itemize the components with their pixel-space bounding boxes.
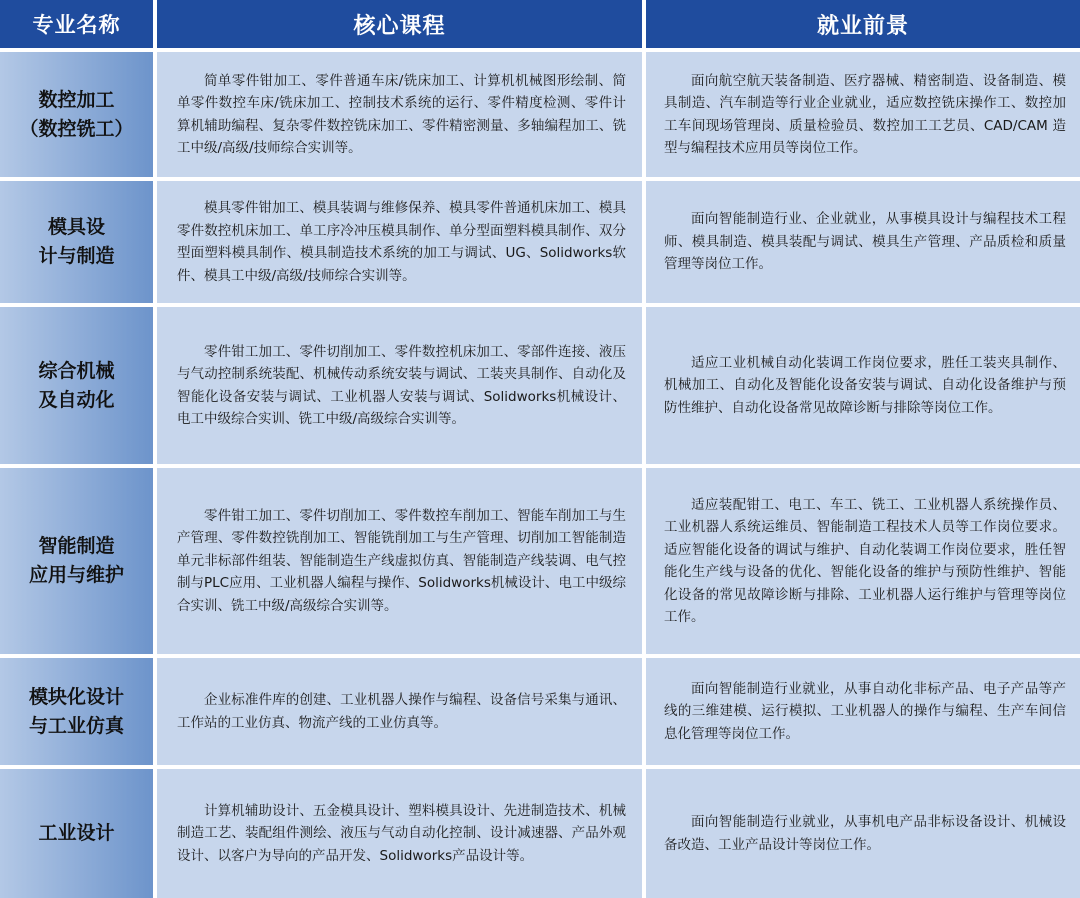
courses-cell <box>157 658 642 765</box>
prospects-text: 面向智能制造行业、企业就业，从事模具设计与编程技术工程师、模具制造、模具装配与调试、模具生产管理、产品质检和质量管理等岗位工作。 <box>664 211 1066 273</box>
prospects-cell <box>646 769 1080 898</box>
prospects-text: 面向智能制造行业就业，从事机电产品非标设备设计、机械设备改造、工业产品设计等岗位工作。 <box>664 814 1066 853</box>
courses-text: 简单零件钳加工、零件普通车床/铣床加工、计算机机械图形绘制、简单零件数控车床/铣床加工、控制技术系统的运行、零件精度检测、零件计算机辅助编程、复杂零件数控铣床加工、零件精密测量、多轴编程加工、铣工中级/高级/技师综合实训等。 <box>177 72 626 156</box>
prospects-cell <box>646 658 1080 765</box>
major-name-line: 智能制造 <box>38 535 115 557</box>
courses-text: 零件钳工加工、零件切削加工、零件数控车削加工、智能车削加工与生产管理、零件数控铣削加工、智能铣削加工与生产管理、切削加工智能制造单元非标部件组装、智能制造生产线虚拟仿真、智能制造产线装调、电气控制与PLC应用、工业机器人编程与操作、Solidworks机械设计、电工中级综合实训、铣工中级/高级综合实训等。 <box>177 507 626 614</box>
major-name-line: 工业设计 <box>38 822 115 844</box>
major-name-line: 及自动化 <box>38 388 115 411</box>
major-name-cell <box>0 468 153 654</box>
courses-cell <box>157 769 642 898</box>
courses-cell <box>157 468 642 654</box>
major-name-cell <box>0 769 153 898</box>
major-name-line: 计与制造 <box>38 245 115 267</box>
courses-text: 零件钳工加工、零件切削加工、零件数控机床加工、零部件连接、液压与气动控制系统装配、机械传动系统安装与调试、工装夹具制作、自动化及智能化设备安装与调试、工业机器人安装与调试、Solidworks机械设计、电工中级综合实训、铣工中级/高级综合实训等。 <box>177 343 626 427</box>
major-name-line: 模块化设计 <box>28 685 124 708</box>
major-name-cell <box>0 52 153 177</box>
courses-text: 企业标准件库的创建、工业机器人操作与编程、设备信号采集与通讯、工作站的工业仿真、物流产线的工业仿真等。 <box>177 692 626 731</box>
major-name-line: 数控加工 <box>38 88 115 111</box>
header-major: 专业名称 <box>0 0 153 48</box>
courses-cell <box>157 181 642 303</box>
major-name-cell <box>0 658 153 765</box>
major-name-line: 与工业仿真 <box>28 714 124 737</box>
header-prospects: 就业前景 <box>646 0 1080 48</box>
prospects-cell <box>646 307 1080 464</box>
prospects-text: 面向航空航天装备制造、医疗器械、精密制造、设备制造、模具制造、汽车制造等行业企业就业，适应数控铣床操作工、数控加工车间现场管理岗、质量检验员、数控加工工艺员、CAD/CAM 造型与编程技术应用员等岗位工作。 <box>664 72 1066 156</box>
prospects-text: 面向智能制造行业就业，从事自动化非标产品、电子产品等产线的三维建模、运行模拟、工业机器人的操作与编程、生产车间信息化管理等岗位工作。 <box>664 680 1066 742</box>
major-name-line: （数控铣工） <box>19 117 134 140</box>
major-name-line: 应用与维护 <box>28 564 124 586</box>
prospects-cell <box>646 181 1080 303</box>
prospects-text: 适应工业机械自动化装调工作岗位要求，胜任工装夹具制作、机械加工、自动化及智能化设备安装与调试、自动化设备维护与预防性维护、自动化设备常见故障诊断与排除等岗位工作。 <box>664 354 1066 416</box>
courses-cell <box>157 52 642 177</box>
major-name-line: 模具设 <box>47 216 105 238</box>
header-courses: 核心课程 <box>157 0 642 48</box>
prospects-cell <box>646 52 1080 177</box>
major-name-line: 综合机械 <box>38 359 115 382</box>
courses-text: 计算机辅助设计、五金模具设计、塑料模具设计、先进制造技术、机械制造工艺、装配组件测绘、液压与气动自动化控制、设计减速器、产品外观设计、以客户为导向的产品开发、Solidworks产品设计等。 <box>177 802 626 864</box>
prospects-cell <box>646 468 1080 654</box>
prospects-text: 适应装配钳工、电工、车工、铣工、工业机器人系统操作员、工业机器人系统运维员、智能制造工程技术人员等工作岗位要求。适应智能化设备的调试与维护、自动化装调工作岗位要求，胜任智能化生产线与设备的优化、智能化设备的维护与预防性维护、智能化设备的常见故障诊断与排除、工业机器人运行维护与管理等岗位工作。 <box>664 496 1066 625</box>
courses-cell <box>157 307 642 464</box>
courses-text: 模具零件钳加工、模具装调与维修保养、模具零件普通机床加工、模具零件数控机床加工、单工序冷冲压模具制作、单分型面塑料模具制作、双分型面塑料模具制作、模具制造技术系统的加工与调试、UG、Solidworks软件、模具工中级/高级/技师综合实训等。 <box>177 200 626 284</box>
major-name-cell <box>0 181 153 303</box>
major-name-cell <box>0 307 153 464</box>
